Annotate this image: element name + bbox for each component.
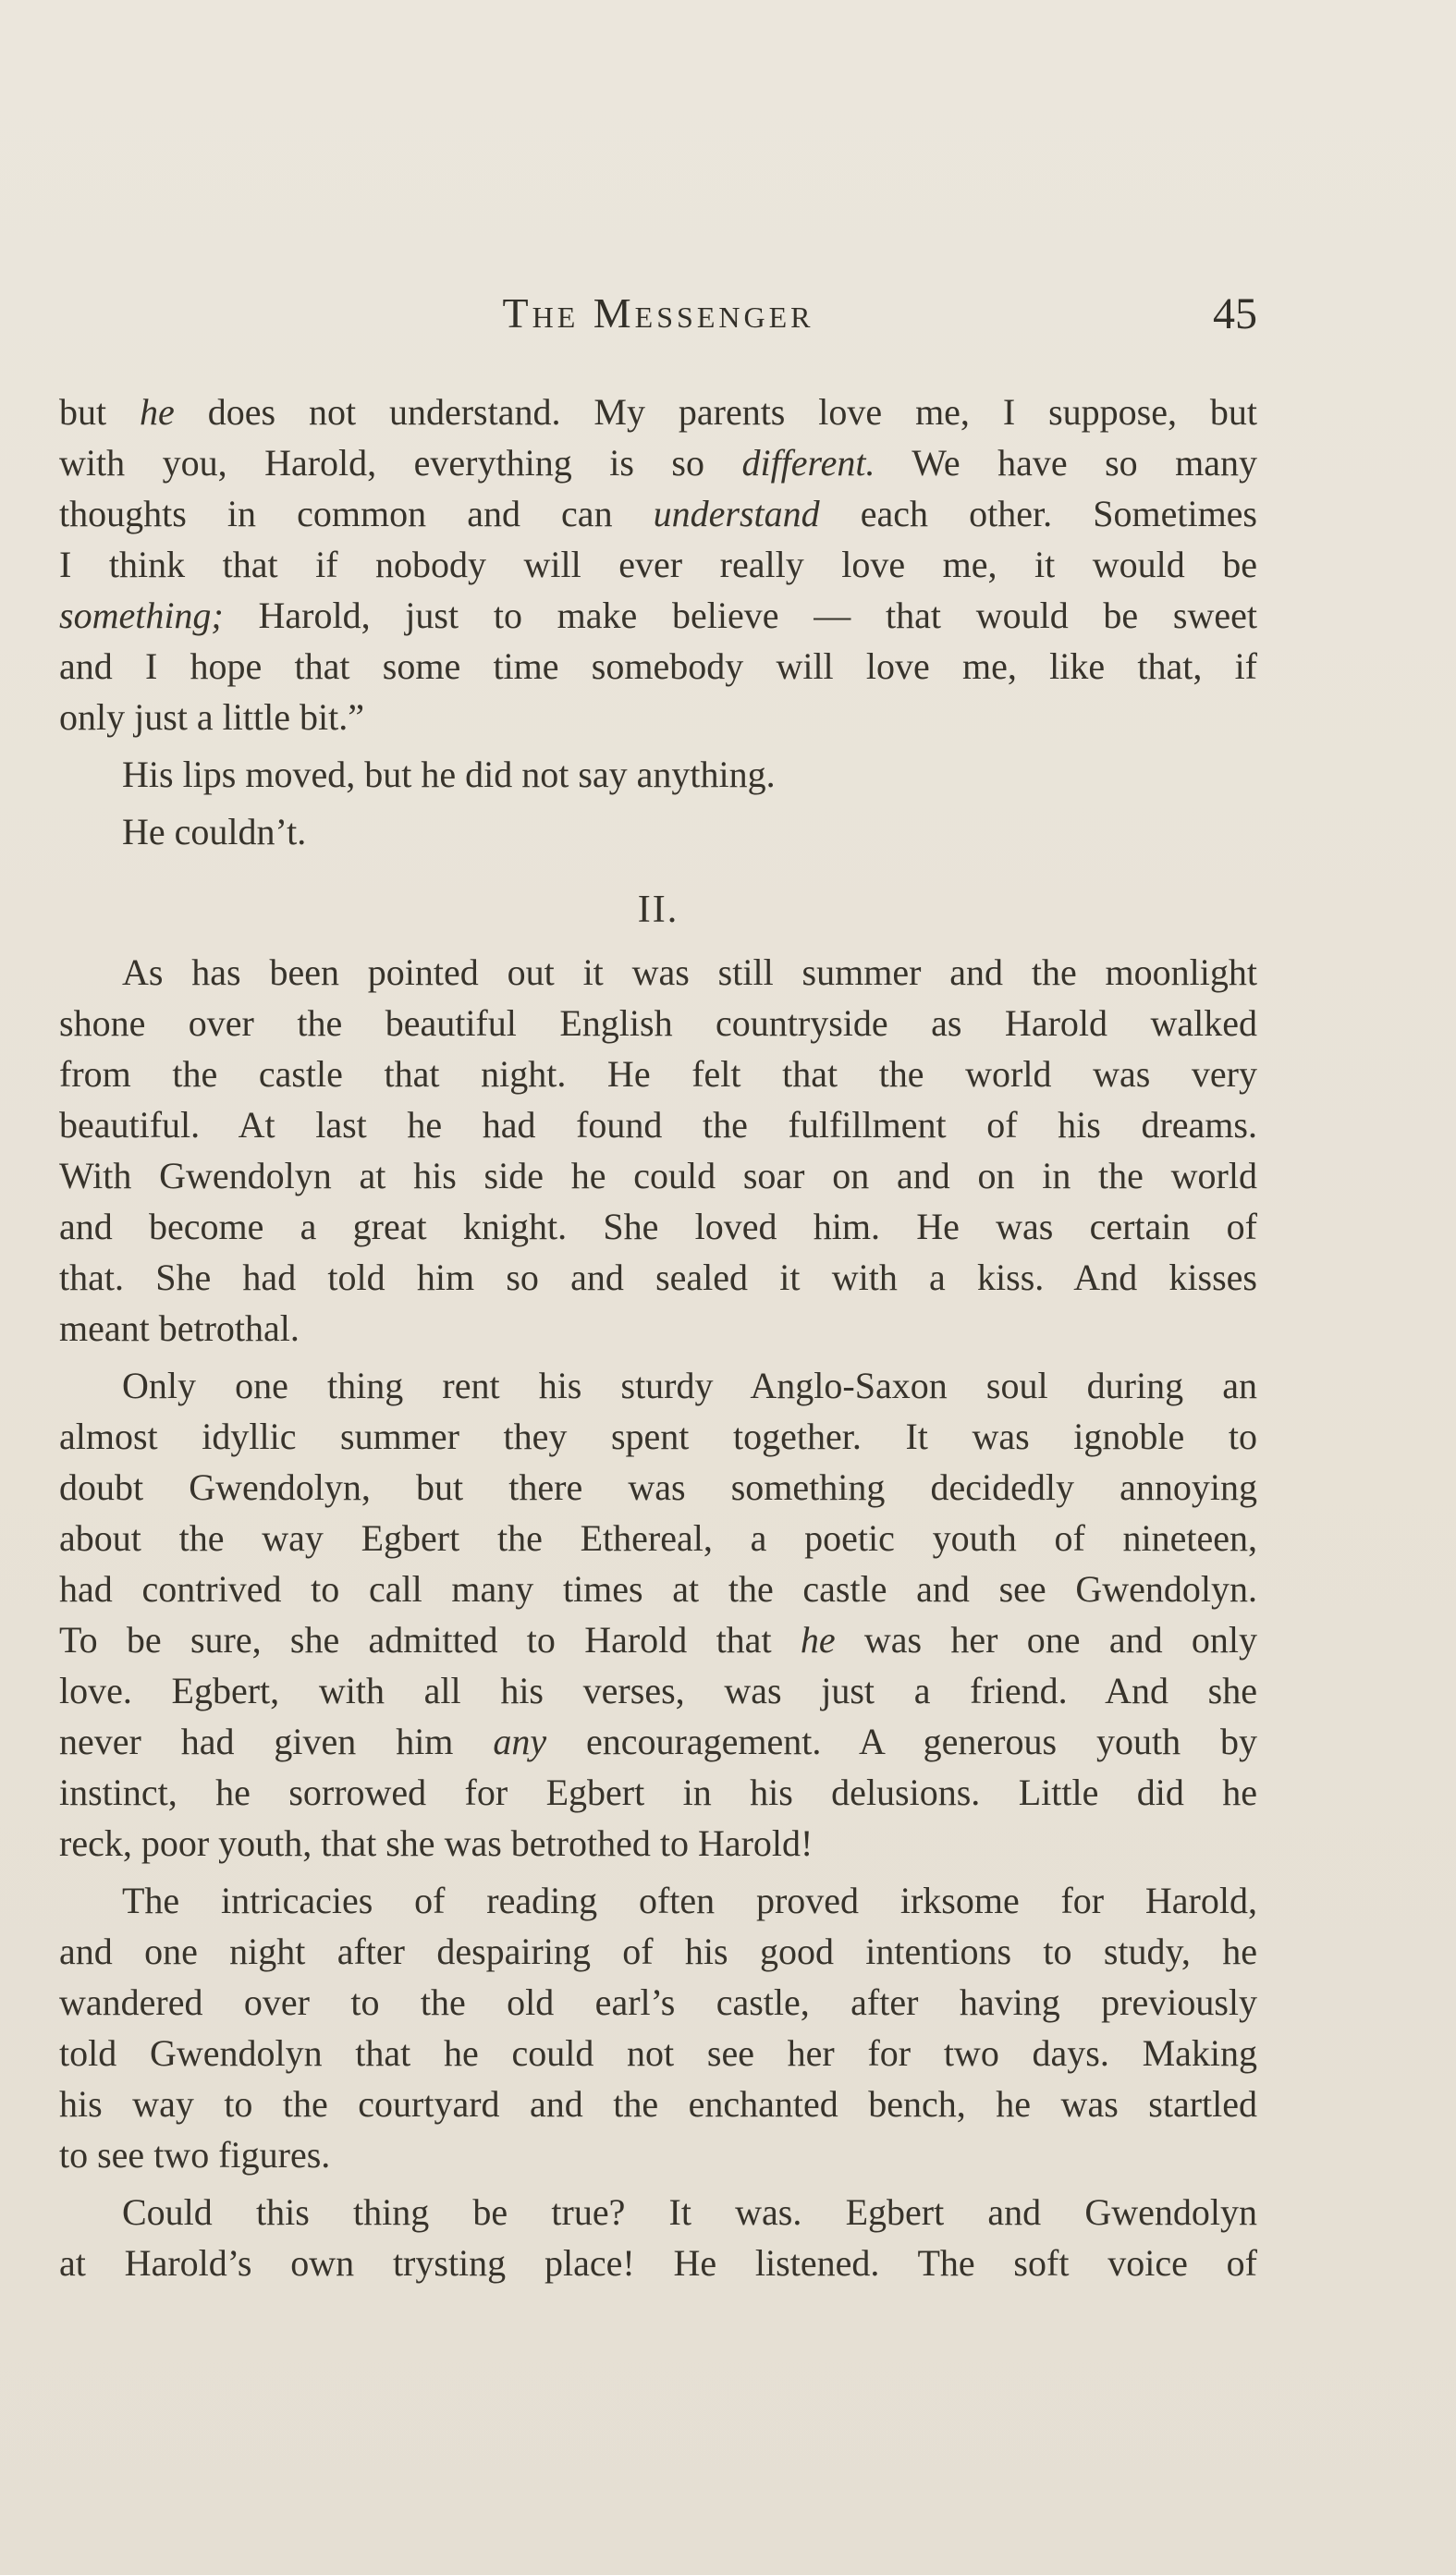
section-heading: II. <box>637 889 679 931</box>
paragraph <box>59 386 1257 742</box>
text-span: never had given him <box>59 1721 494 1762</box>
text-span: We have so many <box>875 442 1257 484</box>
text-line: almost idyllic summer they spent together. It was ignoble to <box>59 1416 1257 1457</box>
text-line: With Gwendolyn at his side he could soar on and on in the world <box>59 1155 1257 1196</box>
text-line: As has been pointed out it was still summer and the moonlight <box>122 951 1257 993</box>
text-line <box>59 386 1257 437</box>
text-line <box>59 590 1257 641</box>
text-line: from the castle that night. He felt that the world was very <box>59 1053 1257 1095</box>
body-text <box>59 386 1257 2295</box>
text-line: at Harold’s own trysting place! He listened. The soft voice of <box>59 2242 1257 2284</box>
text-line: shone over the beautiful English countryside as Harold walked <box>59 1002 1257 1044</box>
text-line: that. She had told him so and sealed it with a kiss. And kisses <box>59 1257 1257 1298</box>
text-line: reck, poor youth, that she was betrothed to Harold! <box>59 1822 814 1864</box>
text-span: does not understand. My parents love me, I suppose, but <box>174 391 1257 433</box>
paragraph <box>59 749 1257 800</box>
running-title: The Messenger <box>502 289 814 337</box>
paragraph <box>59 1360 1257 1869</box>
text-line: His lips moved, but he did not say anything. <box>122 754 776 795</box>
text-line: only just a little bit.” <box>59 696 364 738</box>
paragraph <box>59 1875 1257 2180</box>
text-line: wandered over to the old earl’s castle, after having previously <box>59 1981 1257 2023</box>
text-span: To be sure, she admitted to Harold that <box>59 1619 801 1661</box>
text-line: about the way Egbert the Ethereal, a poetic youth of nineteen, <box>59 1517 1257 1559</box>
text-line: I think that if nobody will ever really love me, it would be <box>59 544 1257 585</box>
text-span: but <box>59 391 141 433</box>
text-line: instinct, he sorrowed for Egbert in his delusions. Little did he <box>59 1772 1257 1813</box>
paragraph <box>59 947 1257 1354</box>
italic-text: any <box>493 1721 547 1762</box>
text-line: Could this thing be true? It was. Egbert and Gwendolyn <box>122 2191 1257 2233</box>
text-line <box>59 1716 1257 1767</box>
text-line: and one night after despairing of his good intentions to study, he <box>59 1931 1257 1972</box>
text-line: meant betrothal. <box>59 1307 300 1349</box>
text-line: and I hope that some time somebody will love me, like that, if <box>59 645 1257 687</box>
text-line: had contrived to call many times at the castle and see Gwendolyn. <box>59 1568 1257 1610</box>
text-line: his way to the courtyard and the enchanted bench, he was startled <box>59 2083 1257 2125</box>
text-line: love. Egbert, with all his verses, was just a friend. And she <box>59 1670 1257 1711</box>
paragraph <box>59 2187 1257 2288</box>
italic-text: understand <box>653 493 820 534</box>
text-line: and become a great knight. She loved him. He was certain of <box>59 1206 1257 1247</box>
text-line: to see two figures. <box>59 2134 331 2176</box>
text-line: Only one thing rent his sturdy Anglo-Saxon soul during an <box>122 1365 1257 1406</box>
text-span: was her one and only <box>835 1619 1258 1661</box>
italic-text: something; <box>59 595 224 636</box>
text-line <box>59 488 1257 539</box>
text-line <box>59 437 1257 488</box>
text-line <box>59 1614 1257 1665</box>
italic-text: he <box>140 391 175 433</box>
text-line: doubt Gwendolyn, but there was something decidedly annoying <box>59 1466 1257 1508</box>
italic-text: different. <box>741 442 875 484</box>
text-line: He couldn’t. <box>122 811 307 852</box>
italic-text: he <box>800 1619 836 1661</box>
text-line: beautiful. At last he had found the fulfillment of his dreams. <box>59 1104 1257 1146</box>
text-span: Harold, just to make believe — that would be sweet <box>223 595 1257 636</box>
text-line: The intricacies of reading often proved irksome for Harold, <box>122 1880 1257 1921</box>
paragraph <box>59 806 1257 857</box>
text-span: with you, Harold, everything is so <box>59 442 742 484</box>
text-span: encouragement. A generous youth by <box>546 1721 1257 1762</box>
text-line: told Gwendolyn that he could not see her for two days. Making <box>59 2032 1257 2074</box>
text-span: each other. Sometimes <box>819 493 1257 534</box>
text-span: thoughts in common and can <box>59 493 654 534</box>
page-header <box>59 288 1257 353</box>
page-number: 45 <box>1213 289 1257 338</box>
